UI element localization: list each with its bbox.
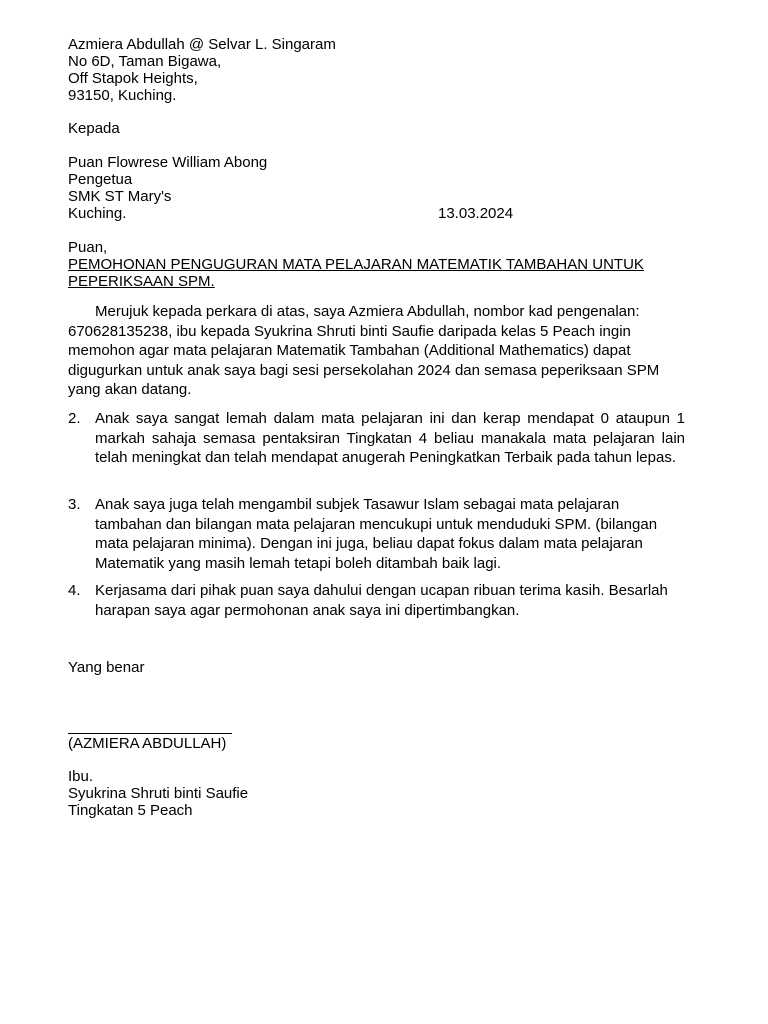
recipient-title: Pengetua <box>68 171 133 188</box>
recipient-school: SMK ST Mary's <box>68 188 172 205</box>
relation-label: Ibu. <box>68 768 94 785</box>
to-label: Kepada <box>68 120 120 137</box>
recipient-city: Kuching. <box>68 205 127 222</box>
paragraph-text: Anak saya sangat lemah dalam mata pelajaran ini dan kerap mendapat 0 ataupun 1 markah sahaja semasa pentaksiran Tingkatan 4 beliau manakala mata pelajaran lain telah meningkat dan telah mendapat anugerah Peningkatkan Terbaik pada tahun lepas. <box>95 410 685 466</box>
student-class: Tingkatan 5 Peach <box>68 802 193 819</box>
signature-line <box>68 733 232 734</box>
body-paragraph-1: Merujuk kepada perkara di atas, saya Azmiera Abdullah, nombor kad pengenalan: 670628135238, ibu kepada Syukrina Shruti binti Saufie daripada kelas 5 Peach ingin memohon agar mata pelajaran Matematik Tambahan (Additional Mathematics) dapat digugurkan untuk anak saya bagi sesi persekolahan 2024 dan semasa peperiksaan SPM yang akan datang. <box>68 303 660 398</box>
recipient-name: Puan Flowrese William Abong <box>68 154 268 171</box>
letter-date: 13.03.2024 <box>438 205 514 222</box>
sender-address-line-3: 93150, Kuching. <box>68 87 177 104</box>
paragraph-number: 3. <box>68 496 81 513</box>
paragraph-text: Anak saya juga telah mengambil subjek Tasawur Islam sebagai mata pelajaran tambahan dan bilangan mata pelajaran mencukupi untuk menduduki SPM. (bilangan mata pelajaran minima). Dengan ini juga, beliau dapat fokus dalam mata pelajaran Matematik yang masih lemah tetapi boleh ditambah baik lagi. <box>95 496 658 572</box>
numbered-paragraph-2 <box>68 409 685 468</box>
paragraph-number: 4. <box>68 582 81 599</box>
salutation: Puan, <box>68 239 108 256</box>
numbered-paragraph-4 <box>68 581 685 620</box>
letter-subject: PEMOHONAN PENGUGURAN MATA PELAJARAN MATEMATIK TAMBAHAN UNTUK PEPERIKSAAN SPM. <box>68 256 644 290</box>
paragraph-text: Kerjasama dari pihak puan saya dahului dengan ucapan ribuan terima kasih. Besarlah harapan saya agar permohonan anak saya ini dipertimbangkan. <box>95 582 668 619</box>
sender-name: Azmiera Abdullah @ Selvar L. Singaram <box>68 36 336 53</box>
closing: Yang benar <box>68 659 145 676</box>
numbered-paragraph-3 <box>68 495 685 573</box>
signatory-name: (AZMIERA ABDULLAH) <box>68 735 227 752</box>
paragraph-number: 2. <box>68 410 81 427</box>
sender-address-line-2: Off Stapok Heights, <box>68 70 198 87</box>
student-name: Syukrina Shruti binti Saufie <box>68 785 249 802</box>
sender-address-line-1: No 6D, Taman Bigawa, <box>68 53 222 70</box>
